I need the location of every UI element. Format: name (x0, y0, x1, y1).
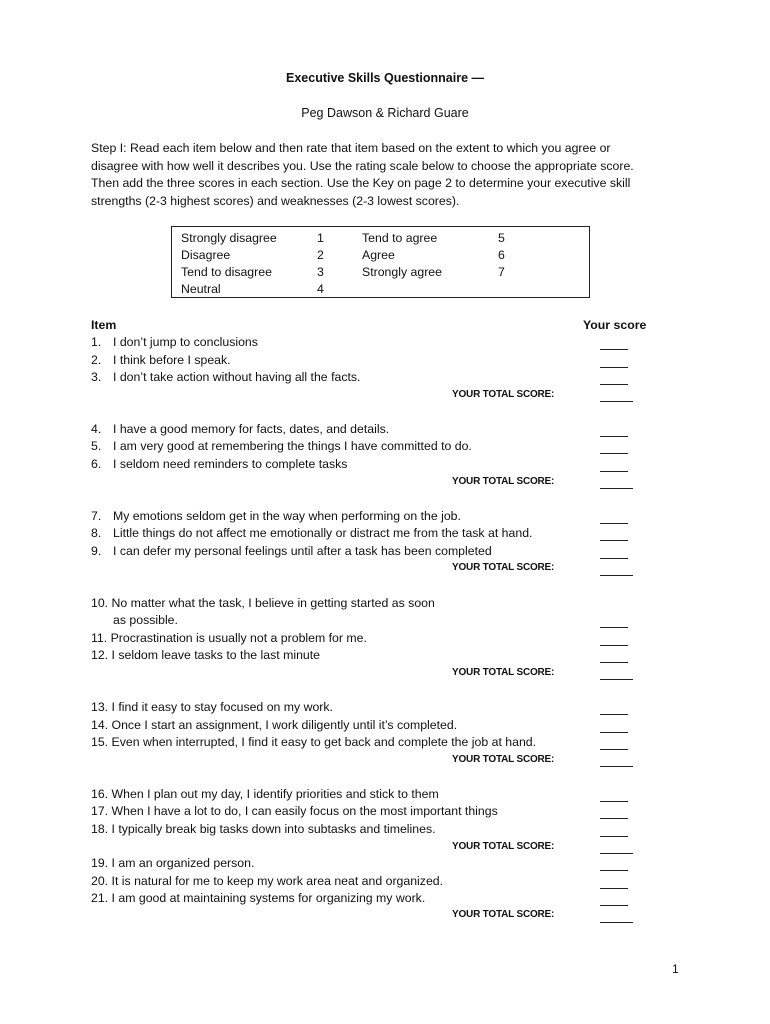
scale-label: Tend to disagree (181, 265, 272, 279)
item-text: I don’t take action without having all the facts. (113, 370, 361, 384)
score-blank[interactable] (600, 471, 628, 472)
item-text: It is natural for me to keep my work area neat and organized. (111, 874, 444, 888)
rating-scale-row (172, 265, 591, 282)
item-number: 16. (91, 787, 109, 801)
score-blank[interactable] (600, 384, 628, 385)
questionnaire-item (91, 631, 367, 645)
questionnaire-item (91, 596, 435, 610)
document-title: Executive Skills Questionnaire — (286, 71, 484, 85)
questionnaire-item (91, 787, 439, 801)
document-authors: Peg Dawson & Richard Guare (301, 106, 469, 120)
total-score-blank[interactable] (600, 766, 633, 767)
score-blank[interactable] (600, 836, 628, 837)
total-score-label: YOUR TOTAL SCORE: (452, 841, 555, 852)
item-text: When I plan out my day, I identify priorities and stick to them (111, 787, 439, 801)
scale-value: 5 (498, 231, 505, 245)
item-text-continuation: as possible. (113, 613, 178, 627)
score-blank[interactable] (600, 645, 628, 646)
item-number: 8. (91, 526, 102, 540)
questionnaire-item (91, 335, 258, 349)
rating-scale-row (172, 282, 591, 299)
total-score-label: YOUR TOTAL SCORE: (452, 754, 555, 765)
total-score-blank[interactable] (600, 922, 633, 923)
score-blank[interactable] (600, 558, 628, 559)
item-number: 18. (91, 822, 109, 836)
score-blank[interactable] (600, 714, 628, 715)
score-blank[interactable] (600, 436, 628, 437)
questionnaire-item (91, 735, 536, 749)
questionnaire-item (91, 353, 231, 367)
score-blank[interactable] (600, 349, 628, 350)
questionnaire-item (91, 457, 347, 471)
item-text: I am very good at remembering the things I have committed to do. (113, 439, 472, 453)
questionnaire-item (91, 422, 389, 436)
item-number: 6. (91, 457, 102, 471)
questionnaire-item (91, 439, 472, 453)
score-blank[interactable] (600, 801, 628, 802)
scale-value: 3 (317, 265, 324, 279)
total-score-blank[interactable] (600, 401, 633, 402)
questionnaire-item (91, 891, 425, 905)
scale-label: Disagree (181, 248, 231, 262)
item-text: I am good at maintaining systems for organizing my work. (111, 891, 426, 905)
questionnaire-item (91, 700, 333, 714)
item-number: 12. (91, 648, 109, 662)
score-blank[interactable] (600, 870, 628, 871)
item-text: When I have a lot to do, I can easily focus on the most important things (111, 804, 498, 818)
total-score-blank[interactable] (600, 488, 633, 489)
item-text: Even when interrupted, I find it easy to get back and complete the job at hand. (111, 735, 537, 749)
item-text: Little things do not affect me emotionally or distract me from the task at hand. (113, 526, 533, 540)
item-number: 20. (91, 874, 109, 888)
questionnaire-item (91, 874, 443, 888)
total-score-label: YOUR TOTAL SCORE: (452, 667, 555, 678)
scale-label: Strongly disagree (181, 231, 277, 245)
score-blank[interactable] (600, 523, 628, 524)
item-text: Procrastination is usually not a problem for me. (110, 631, 367, 645)
total-score-label: YOUR TOTAL SCORE: (452, 389, 555, 400)
instructions-line: Then add the three scores in each section. Use the Key on page 2 to determine your executive skill (91, 176, 631, 190)
item-number: 1. (91, 335, 102, 349)
questionnaire-item (91, 856, 254, 870)
item-text: I seldom leave tasks to the last minute (111, 648, 320, 662)
score-blank[interactable] (600, 367, 628, 368)
questionnaire-item (91, 648, 320, 662)
total-score-label: YOUR TOTAL SCORE: (452, 909, 555, 920)
item-text: I find it easy to stay focused on my work. (111, 700, 333, 714)
item-number: 21. (91, 891, 109, 905)
questionnaire-item (91, 718, 457, 732)
item-number: 13. (91, 700, 109, 714)
questionnaire-item (91, 822, 436, 836)
score-blank[interactable] (600, 888, 628, 889)
total-score-blank[interactable] (600, 575, 633, 576)
score-blank[interactable] (600, 540, 628, 541)
scale-value: 1 (317, 231, 324, 245)
item-number: 10. (91, 596, 109, 610)
instructions-line: disagree with how well it describes you. Use the rating scale below to choose the appropriate score. (91, 158, 634, 173)
total-score-label: YOUR TOTAL SCORE: (452, 562, 555, 573)
total-score-label: YOUR TOTAL SCORE: (452, 476, 555, 487)
questionnaire-item (91, 526, 532, 540)
item-column-header: Item (91, 318, 117, 332)
item-text: I think before I speak. (113, 353, 231, 367)
page-number: 1 (672, 962, 679, 976)
item-text: I don’t jump to conclusions (113, 335, 258, 349)
item-text: I typically break big tasks down into subtasks and timelines. (111, 822, 436, 836)
score-blank[interactable] (600, 818, 628, 819)
item-number: 15. (91, 735, 109, 749)
score-blank[interactable] (600, 749, 628, 750)
score-blank[interactable] (600, 662, 628, 663)
score-blank[interactable] (600, 905, 628, 906)
instructions-line: strengths (2-3 highest scores) and weaknesses (2-3 lowest scores). (91, 193, 460, 208)
item-number: 11. (91, 631, 108, 645)
item-text: Once I start an assignment, I work diligently until it’s completed. (111, 718, 458, 732)
item-text: No matter what the task, I believe in getting started as soon (111, 596, 435, 610)
scale-value: 6 (498, 248, 505, 262)
item-number: 9. (91, 544, 102, 558)
rating-scale-table (171, 226, 590, 298)
rating-scale-row (172, 248, 591, 265)
item-number: 2. (91, 353, 102, 367)
scale-value: 2 (317, 248, 324, 262)
rating-scale-row (172, 231, 591, 248)
score-column-header: Your score (583, 318, 647, 332)
total-score-blank[interactable] (600, 853, 633, 854)
item-text: I am an organized person. (111, 856, 255, 870)
questionnaire-item (91, 544, 492, 558)
score-blank[interactable] (600, 732, 628, 733)
scale-label: Tend to agree (362, 231, 438, 245)
item-text: My emotions seldom get in the way when performing on the job. (113, 509, 461, 523)
item-text: I seldom need reminders to complete tasks (113, 457, 348, 471)
scale-label: Neutral (181, 282, 221, 296)
item-number: 4. (91, 422, 102, 436)
questionnaire-item (91, 509, 461, 523)
item-number: 14. (91, 718, 109, 732)
scale-value: 7 (498, 265, 505, 279)
questionnaire-item (91, 804, 498, 818)
instructions-line: Step I: Read each item below and then rate that item based on the extent to which you agree or (91, 141, 611, 155)
instructions (91, 140, 671, 210)
item-number: 5. (91, 439, 102, 453)
scale-label: Strongly agree (362, 265, 442, 279)
item-text: I have a good memory for facts, dates, and details. (113, 422, 390, 436)
item-number: 3. (91, 370, 102, 384)
total-score-blank[interactable] (600, 679, 633, 680)
item-text: I can defer my personal feelings until after a task has been completed (113, 544, 492, 558)
item-number: 19. (91, 856, 109, 870)
item-number: 17. (91, 804, 109, 818)
scale-label: Agree (362, 248, 395, 262)
item-number: 7. (91, 509, 102, 523)
questionnaire-item (91, 370, 360, 384)
score-blank[interactable] (600, 453, 628, 454)
score-blank[interactable] (600, 627, 628, 628)
scale-value: 4 (317, 282, 324, 296)
